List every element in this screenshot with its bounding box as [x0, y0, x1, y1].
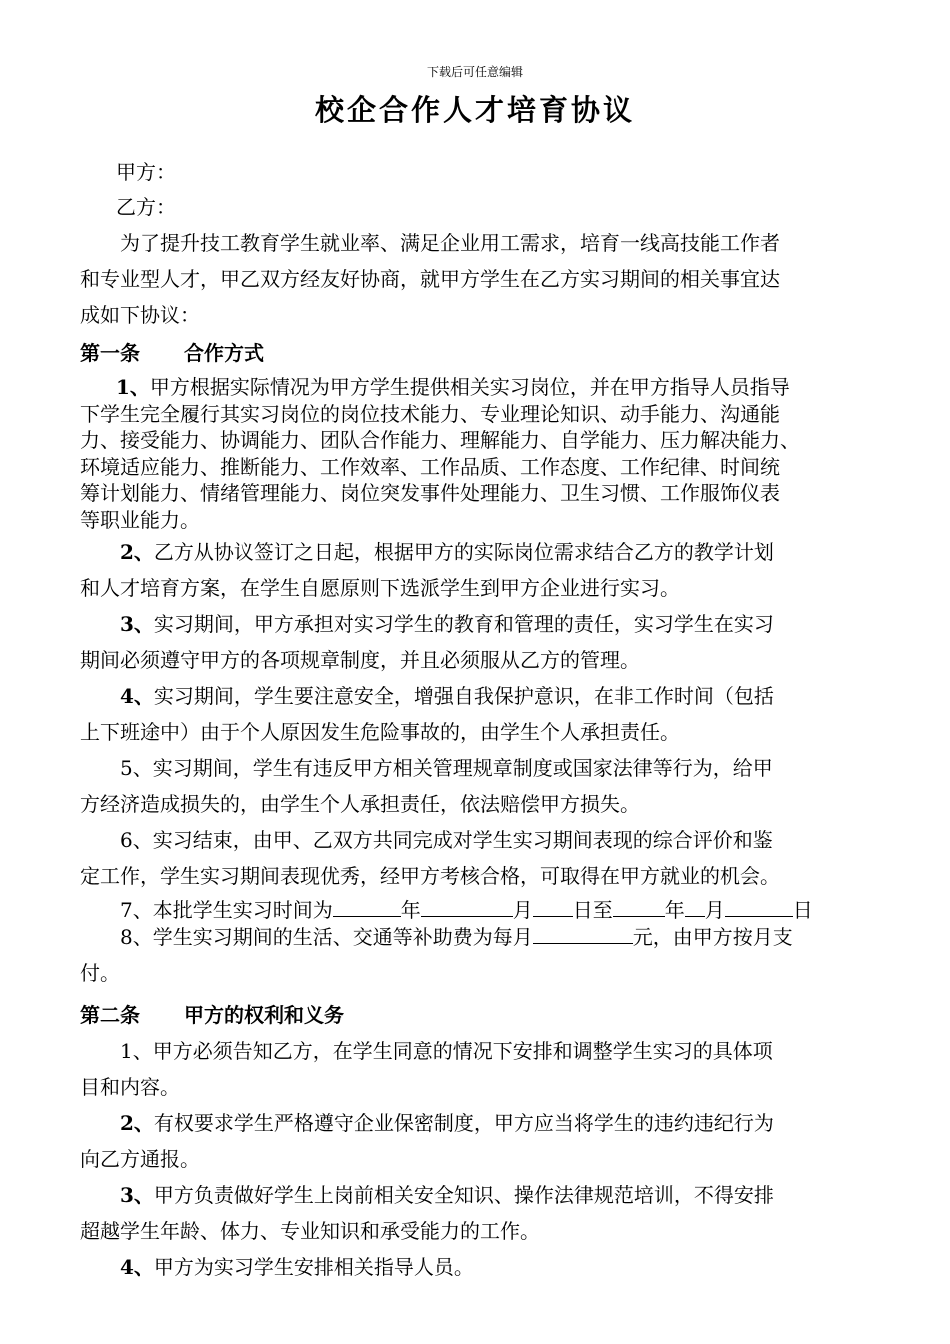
- intro-line: 和专业型人才，甲乙双方经友好协商，就甲方学生在乙方实习期间的相关事宜达: [80, 267, 780, 291]
- header-note: 下载后可任意编辑: [426, 65, 523, 79]
- item-text: 上下班途中）由于个人原因发生危险事故的，由学生个人承担责任。: [80, 720, 680, 744]
- intro-paragraph: [80, 225, 872, 333]
- section-1-item-2: [80, 534, 872, 606]
- end-day-blank[interactable]: [725, 898, 793, 917]
- month-label: 月: [512, 898, 533, 922]
- section-1-item-5: [80, 750, 872, 822]
- item-text: 目和内容。: [80, 1075, 180, 1099]
- item-text: 实习期间，甲方承担对实习学生的教育和管理的责任，实习学生在实习: [153, 612, 774, 636]
- section-2-item-1: [80, 1033, 872, 1105]
- item-text: 甲方为实习学生安排相关指导人员。: [153, 1255, 474, 1279]
- start-year-blank[interactable]: [333, 898, 401, 917]
- item-text: 学生实习期间的生活、交通等补助费为每月: [152, 924, 533, 949]
- section-number: 第二条: [80, 1003, 140, 1027]
- item-number: 4、: [120, 1255, 154, 1279]
- item-text: 甲方负责做好学生上岗前相关安全知识、操作法律规范培训，不得安排: [153, 1183, 774, 1207]
- section-1-item-4: [80, 678, 872, 750]
- item-text: 元，由甲方按月支: [632, 924, 793, 949]
- item-text: 付。: [80, 961, 120, 985]
- item-number: 6、: [120, 828, 153, 852]
- start-month-blank[interactable]: [421, 898, 513, 917]
- section-1-item-6: [80, 822, 872, 894]
- year-label: 年: [664, 898, 685, 922]
- item-number: 4、: [120, 684, 154, 708]
- month-label: 月: [704, 898, 725, 922]
- section-1-heading: [80, 335, 872, 371]
- day-to-label: 日至: [572, 898, 613, 922]
- item-number: 1、: [120, 1039, 153, 1063]
- day-label: 日: [792, 898, 813, 922]
- document-body: [80, 155, 872, 1285]
- item-text: 实习结束，由甲、乙双方共同完成对学生实习期间表现的综合评价和鉴: [152, 828, 773, 852]
- item-number: 1、: [116, 375, 150, 399]
- section-1-item-7: [80, 898, 872, 923]
- item-text: 和人才培育方案，在学生自愿原则下选派学生到甲方企业进行实习。: [80, 576, 680, 600]
- end-year-blank[interactable]: [613, 898, 665, 917]
- document-title: 校企合作人才培育协议: [314, 93, 635, 127]
- section-1-item-8: [80, 925, 872, 996]
- section-2-item-3: [80, 1177, 872, 1249]
- item-text: 期间必须遵守甲方的各项规章制度，并且必须服从乙方的管理。: [80, 648, 640, 672]
- item-number: 7、: [120, 898, 153, 922]
- item-text: 方经济造成损失的，由学生个人承担责任，依法赔偿甲方损失。: [80, 792, 640, 816]
- section-number: 第一条: [80, 341, 140, 365]
- item-number: 3、: [120, 612, 154, 636]
- item-text: 有权要求学生严格遵守企业保密制度，甲方应当将学生的违约违纪行为: [153, 1111, 774, 1135]
- item-number: 5、: [120, 756, 153, 780]
- item-text: 超越学生年龄、体力、专业知识和承受能力的工作。: [80, 1219, 540, 1243]
- item-text: 实习期间，学生有违反甲方相关管理规章制度或国家法律等行为，给甲: [152, 756, 773, 780]
- item-text: 环境适应能力、推断能力、工作效率、工作品质、工作态度、工作纪律、时间统: [80, 454, 780, 479]
- item-text: 甲方必须告知乙方，在学生同意的情况下安排和调整学生实习的具体项: [152, 1039, 773, 1063]
- section-2-item-2: [80, 1105, 872, 1177]
- section-1-item-1: [80, 375, 872, 532]
- item-number: 8、: [120, 924, 153, 949]
- item-text: 甲方根据实际情况为甲方学生提供相关实习岗位，并在甲方指导人员指导: [149, 375, 790, 399]
- item-text: 本批学生实习时间为: [152, 898, 333, 922]
- section-1-item-3: [80, 606, 872, 678]
- section-2-heading: [80, 997, 872, 1033]
- end-month-blank[interactable]: [685, 898, 705, 917]
- subsidy-amount-blank[interactable]: [533, 925, 633, 944]
- item-text: 力、接受能力、协调能力、团队合作能力、理解能力、自学能力、压力解决能力、: [80, 428, 800, 452]
- item-number: 2、: [120, 540, 154, 564]
- item-text: 实习期间，学生要注意安全，增强自我保护意识，在非工作时间（包括: [153, 684, 774, 708]
- item-text: 向乙方通报。: [80, 1147, 200, 1171]
- party-a-label: 甲方：: [116, 160, 176, 184]
- item-text: 下学生完全履行其实习岗位的岗位技术能力、专业理论知识、动手能力、沟通能: [80, 401, 780, 426]
- item-text: 乙方从协议签订之日起，根据甲方的实际岗位需求结合乙方的教学计划: [153, 540, 774, 564]
- item-number: 3、: [120, 1183, 154, 1207]
- item-text: 等职业能力。: [80, 507, 200, 532]
- intro-line: 为了提升技工教育学生就业率、满足企业用工需求，培育一线高技能工作者: [120, 231, 780, 255]
- section-title: 甲方的权利和义务: [184, 1003, 344, 1027]
- section-title: 合作方式: [184, 341, 264, 365]
- year-label: 年: [400, 898, 421, 922]
- start-day-blank[interactable]: [533, 898, 573, 917]
- party-b-label: 乙方：: [116, 195, 176, 219]
- item-number: 2、: [120, 1111, 154, 1135]
- section-2-item-4: [80, 1249, 872, 1285]
- item-text: 筹计划能力、情绪管理能力、岗位突发事件处理能力、卫生习惯、工作服饰仪表: [80, 481, 780, 505]
- intro-line: 成如下协议：: [80, 303, 200, 327]
- item-text: 定工作，学生实习期间表现优秀，经甲方考核合格，可取得在甲方就业的机会。: [80, 864, 780, 888]
